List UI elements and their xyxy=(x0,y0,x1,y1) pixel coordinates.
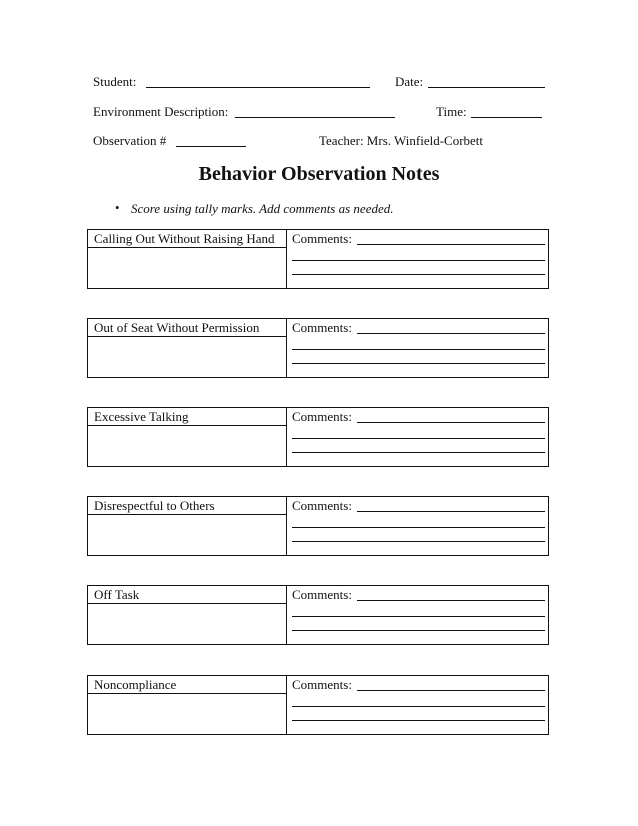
comments-column xyxy=(287,230,548,288)
tally-area[interactable] xyxy=(88,694,286,734)
comment-line[interactable] xyxy=(292,630,545,631)
environment-field[interactable] xyxy=(235,117,395,118)
category-label: Off Task xyxy=(94,587,140,602)
tally-area[interactable] xyxy=(88,337,286,377)
comment-line[interactable] xyxy=(292,288,545,289)
category-header xyxy=(88,408,286,426)
tally-column xyxy=(88,676,287,734)
behavior-box xyxy=(87,585,549,645)
comment-line[interactable] xyxy=(292,260,545,261)
comment-line[interactable] xyxy=(292,720,545,721)
category-header xyxy=(88,230,286,248)
tally-column xyxy=(88,497,287,555)
comment-line[interactable] xyxy=(292,616,545,617)
tally-area[interactable] xyxy=(88,515,286,555)
category-header xyxy=(88,586,286,604)
comment-line[interactable] xyxy=(292,363,545,364)
observation-field[interactable] xyxy=(176,146,246,147)
tally-column xyxy=(88,408,287,466)
comment-line[interactable] xyxy=(292,349,545,350)
time-field[interactable] xyxy=(471,117,542,118)
behavior-box xyxy=(87,407,549,467)
date-field[interactable] xyxy=(428,87,545,88)
tally-column xyxy=(88,319,287,377)
comment-line[interactable] xyxy=(292,541,545,542)
tally-column xyxy=(88,230,287,288)
behavior-box xyxy=(87,318,549,378)
comments-label: Comments: xyxy=(292,320,352,335)
comment-line[interactable] xyxy=(357,333,545,334)
tally-area[interactable] xyxy=(88,604,286,644)
comment-line[interactable] xyxy=(357,422,545,423)
comment-line[interactable] xyxy=(292,377,545,378)
comment-line[interactable] xyxy=(292,644,545,645)
category-header xyxy=(88,676,286,694)
category-label: Calling Out Without Raising Hand xyxy=(94,231,275,246)
comment-line[interactable] xyxy=(357,690,545,691)
behavior-box xyxy=(87,496,549,556)
comment-line[interactable] xyxy=(292,734,545,735)
comment-line[interactable] xyxy=(292,274,545,275)
comments-column xyxy=(287,319,548,377)
comments-label: Comments: xyxy=(292,677,352,692)
comment-line[interactable] xyxy=(292,706,545,707)
comments-column xyxy=(287,408,548,466)
category-header xyxy=(88,319,286,337)
comments-label: Comments: xyxy=(292,587,352,602)
observation-label: Observation # xyxy=(93,133,167,148)
teacher-label: Teacher: Mrs. Winfield-Corbett xyxy=(319,133,484,148)
time-label: Time: xyxy=(436,104,467,119)
page-title: Behavior Observation Notes xyxy=(198,163,440,185)
comments-label: Comments: xyxy=(292,409,352,424)
category-header xyxy=(88,497,286,515)
comments-column xyxy=(287,497,548,555)
comment-line[interactable] xyxy=(292,555,545,556)
comment-line[interactable] xyxy=(292,452,545,453)
comment-line[interactable] xyxy=(357,600,545,601)
tally-column xyxy=(88,586,287,644)
comment-line[interactable] xyxy=(357,511,545,512)
date-label: Date: xyxy=(395,74,424,89)
comments-column xyxy=(287,586,548,644)
comment-line[interactable] xyxy=(292,466,545,467)
student-label: Student: xyxy=(93,74,137,89)
instruction-text: Score using tally marks. Add comments as needed. xyxy=(131,201,394,216)
comments-label: Comments: xyxy=(292,231,352,246)
comment-line[interactable] xyxy=(292,527,545,528)
behavior-box xyxy=(87,229,549,289)
category-label: Noncompliance xyxy=(94,677,177,692)
category-label: Disrespectful to Others xyxy=(94,498,215,513)
category-label: Out of Seat Without Permission xyxy=(94,320,260,335)
bullet-icon: • xyxy=(115,200,120,215)
comments-column xyxy=(287,676,548,734)
student-field[interactable] xyxy=(146,87,370,88)
tally-area[interactable] xyxy=(88,426,286,466)
behavior-box xyxy=(87,675,549,735)
tally-area[interactable] xyxy=(88,248,286,288)
comments-label: Comments: xyxy=(292,498,352,513)
environment-label: Environment Description: xyxy=(93,104,229,119)
comment-line[interactable] xyxy=(357,244,545,245)
comment-line[interactable] xyxy=(292,438,545,439)
category-label: Excessive Talking xyxy=(94,409,189,424)
